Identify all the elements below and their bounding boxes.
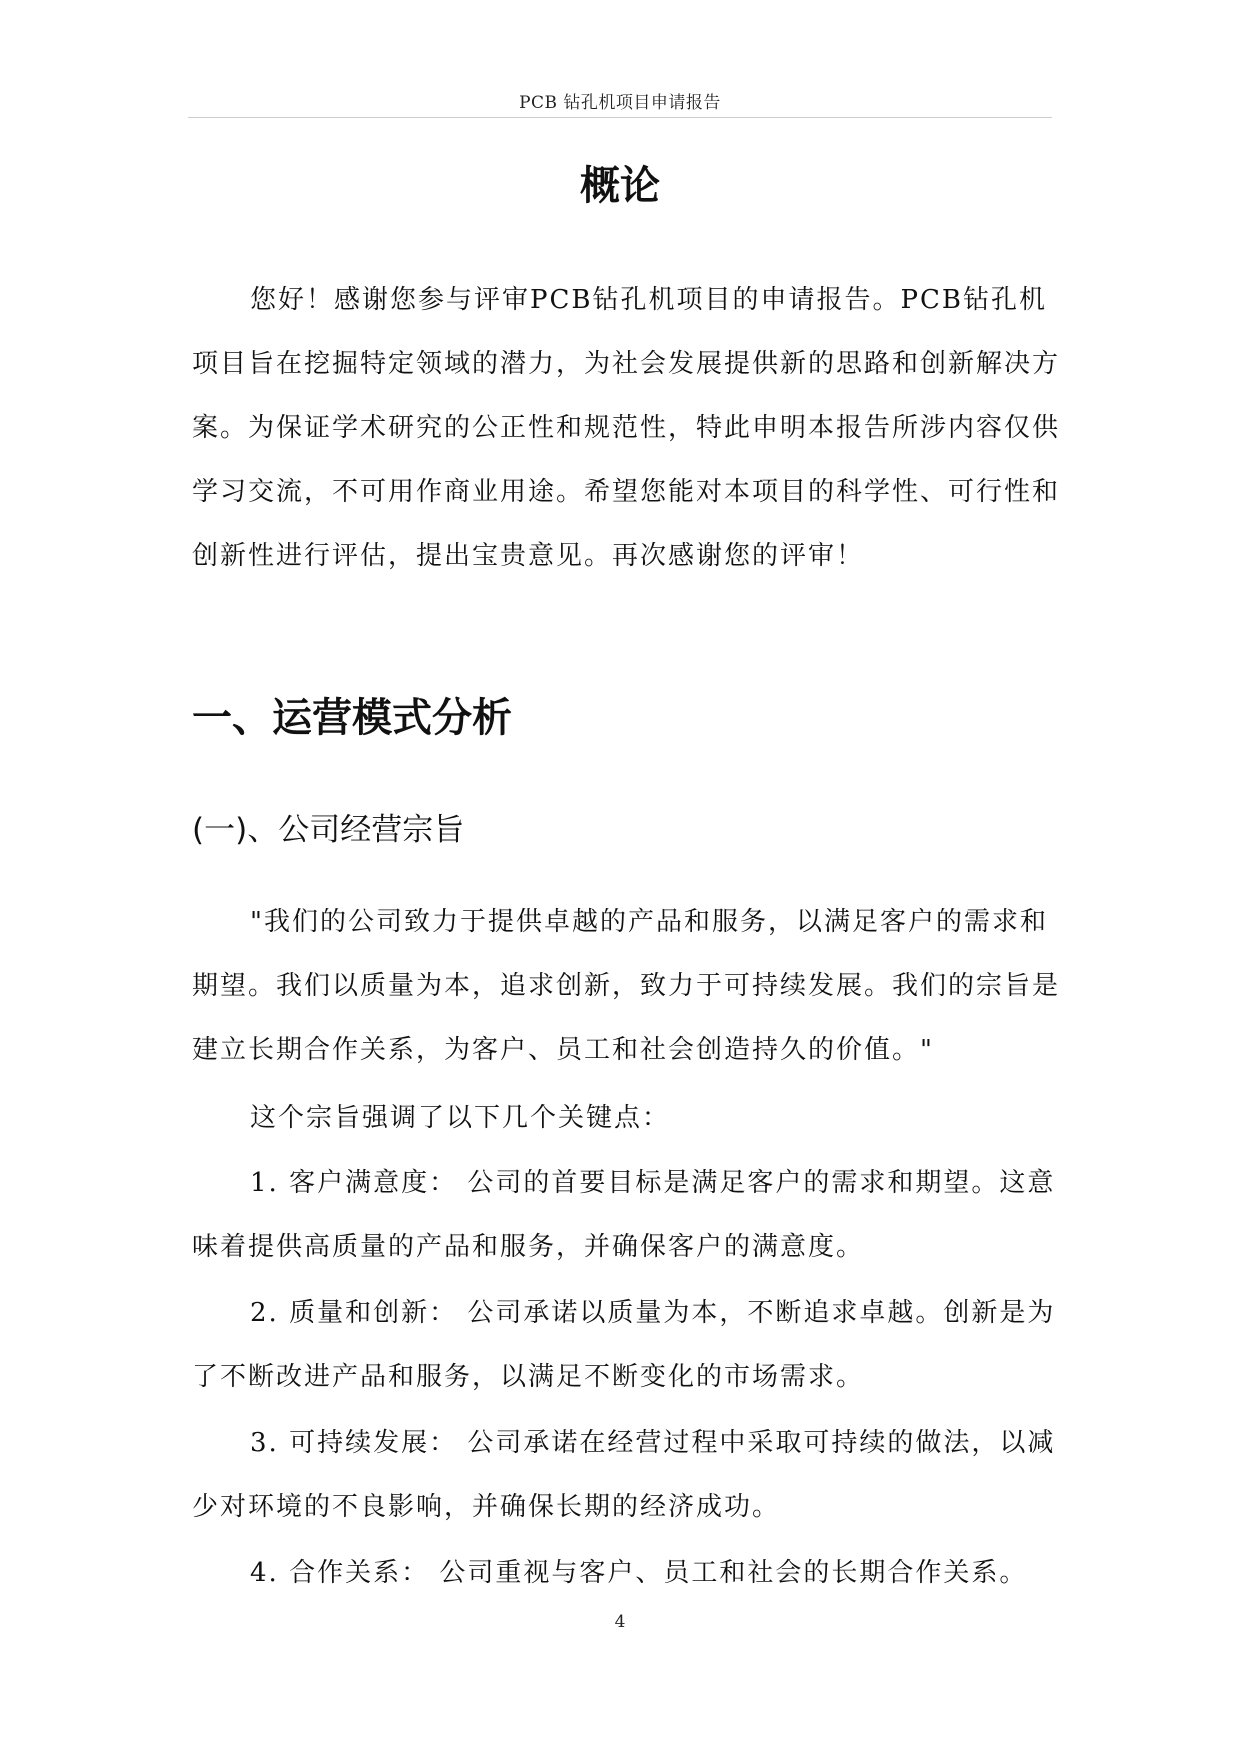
key-point-item: 4. 合作关系： 公司重视与客户、员工和社会的长期合作关系。 bbox=[250, 1558, 1028, 1588]
header-divider bbox=[188, 117, 1052, 118]
section-heading: 一、运营模式分析 bbox=[192, 695, 512, 741]
key-point-item: 3. 可持续发展： 公司承诺在经营过程中采取可持续的做法，以减少对环境的不良影响，并确保长期的经济成功。 bbox=[192, 1428, 1056, 1522]
intro-paragraph: 您好！感谢您参与评审PCB钻孔机项目的申请报告。PCB钻孔机项目旨在挖掘特定领域的潜力，为社会发展提供新的思路和创新解决方案。为保证学术研究的公正性和规范性，特此申明本报告所涉内容仅供学习交流，不可用作商业用途。希望您能对本项目的科学性、可行性和创新性进行评估，提出宝贵意见。再次感谢您的评审！ bbox=[192, 285, 1061, 571]
running-header: PCB 钻孔机项目申请报告 bbox=[519, 93, 721, 113]
key-point-item: 1. 客户满意度： 公司的首要目标是满足客户的需求和期望。这意味着提供高质量的产品和服务，并确保客户的满意度。 bbox=[192, 1168, 1056, 1262]
keypoints-intro-paragraph: 这个宗旨强调了以下几个关键点： bbox=[250, 1103, 671, 1133]
mission-quote-paragraph: "我们的公司致力于提供卓越的产品和服务，以满足客户的需求和期望。我们以质量为本，追求创新，致力于可持续发展。我们的宗旨是建立长期合作关系，为客户、员工和社会创造持久的价值。" bbox=[192, 907, 1061, 1065]
page-number: 4 bbox=[614, 1612, 626, 1632]
page-title: 概论 bbox=[580, 163, 660, 209]
subsection-heading: (一)、公司经营宗旨 bbox=[192, 812, 465, 848]
key-point-item: 2. 质量和创新： 公司承诺以质量为本，不断追求卓越。创新是为了不断改进产品和服务，以满足不断变化的市场需求。 bbox=[192, 1298, 1056, 1392]
